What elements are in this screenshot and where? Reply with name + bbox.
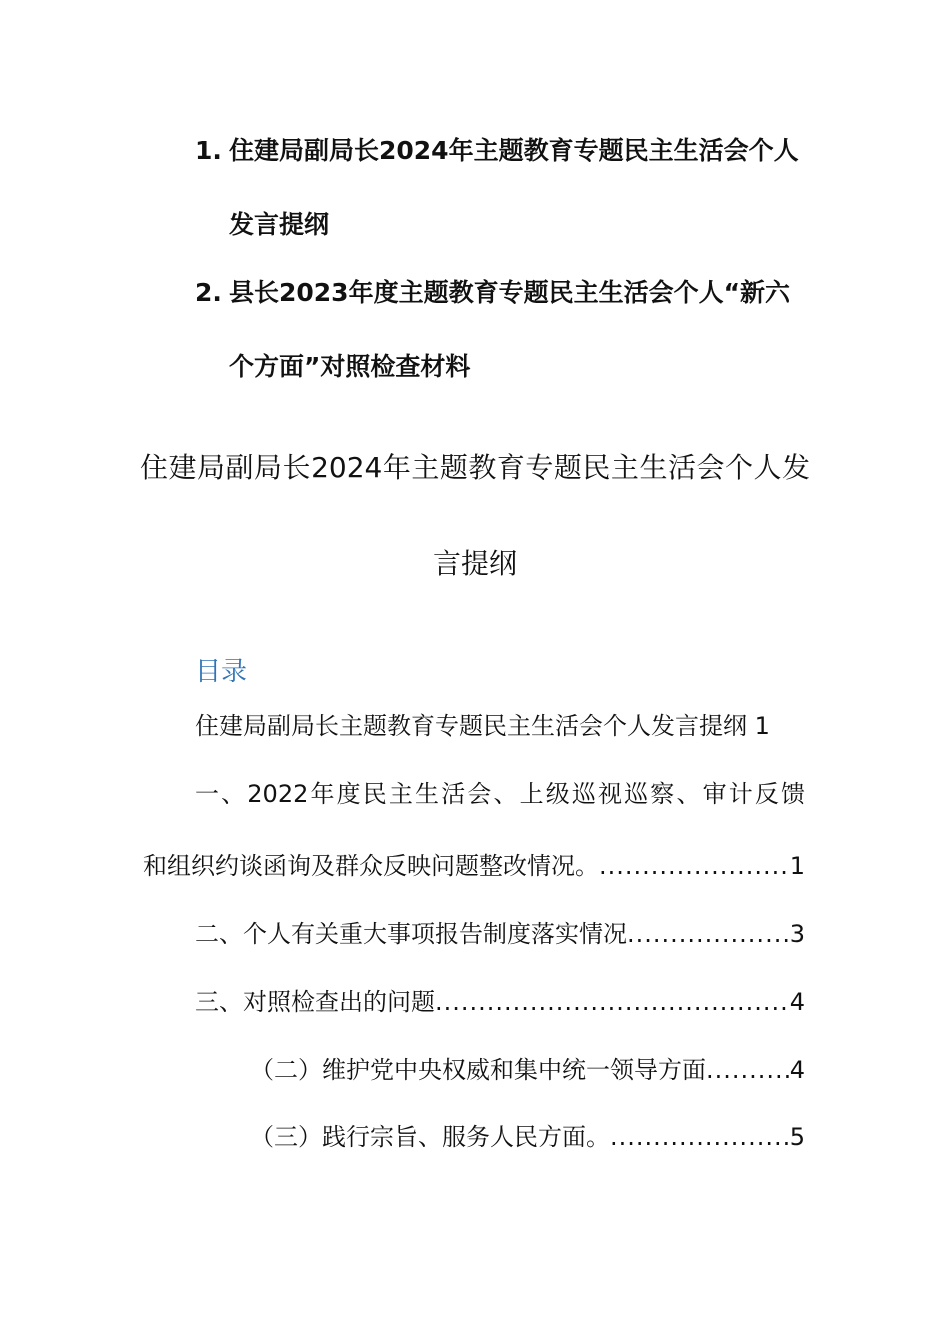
toc-entry-page: 4 <box>789 988 805 1016</box>
item-number: 1. <box>195 136 222 165</box>
toc-entry-label: （二）维护党中央权威和集中统一领导方面 <box>250 1056 706 1084</box>
numbered-item-2 <box>195 256 810 404</box>
toc-heading[interactable]: 目录 <box>195 657 248 687</box>
numbered-item-1 <box>195 114 810 262</box>
toc-entry[interactable] <box>250 1103 805 1171</box>
toc-entry-label: （三）践行宗旨、服务人民方面。 <box>250 1123 610 1151</box>
toc-entry-label: 三、对照检查出的问题 <box>195 988 435 1016</box>
item-number: 2. <box>195 278 222 307</box>
toc-entry-page: 3 <box>789 920 805 948</box>
toc-entry[interactable] <box>143 832 805 900</box>
toc-entry-page: 5 <box>789 1123 805 1151</box>
toc-entry-line[interactable]: 一、2022年度民主生活会、上级巡视巡察、审计反馈 <box>195 780 805 808</box>
toc-entry-page: 4 <box>789 1056 805 1084</box>
toc-leader-dots <box>435 968 790 1036</box>
toc-leader-dots <box>706 1036 790 1104</box>
toc-entry[interactable] <box>195 968 805 1036</box>
toc-entry[interactable] <box>250 1036 805 1104</box>
toc-entry-page: 1 <box>754 712 770 740</box>
toc-entry-label: 和组织约谈函询及群众反映问题整改情况。 <box>143 852 599 880</box>
document-title: 住建局副局长2024年主题教育专题民主生活会个人发言提纲 <box>140 451 810 580</box>
toc-entry-page: 1 <box>789 852 805 880</box>
toc-entry-label: 住建局副局长主题教育专题民主生活会个人发言提纲 <box>195 712 747 740</box>
toc-leader-dots <box>599 832 790 900</box>
toc-entry[interactable] <box>195 692 770 760</box>
toc-entry[interactable] <box>195 900 805 968</box>
item-text: 住建局副局长2024年主题教育专题民主生活会个人发言提纲 <box>229 136 799 239</box>
toc-leader-dots <box>610 1103 790 1171</box>
toc-entry-label: 二、个人有关重大事项报告制度落实情况 <box>195 920 627 948</box>
toc-leader-dots <box>627 900 790 968</box>
item-text: 县长2023年度主题教育专题民主生活会个人“新六个方面”对照检查材料 <box>229 278 791 381</box>
